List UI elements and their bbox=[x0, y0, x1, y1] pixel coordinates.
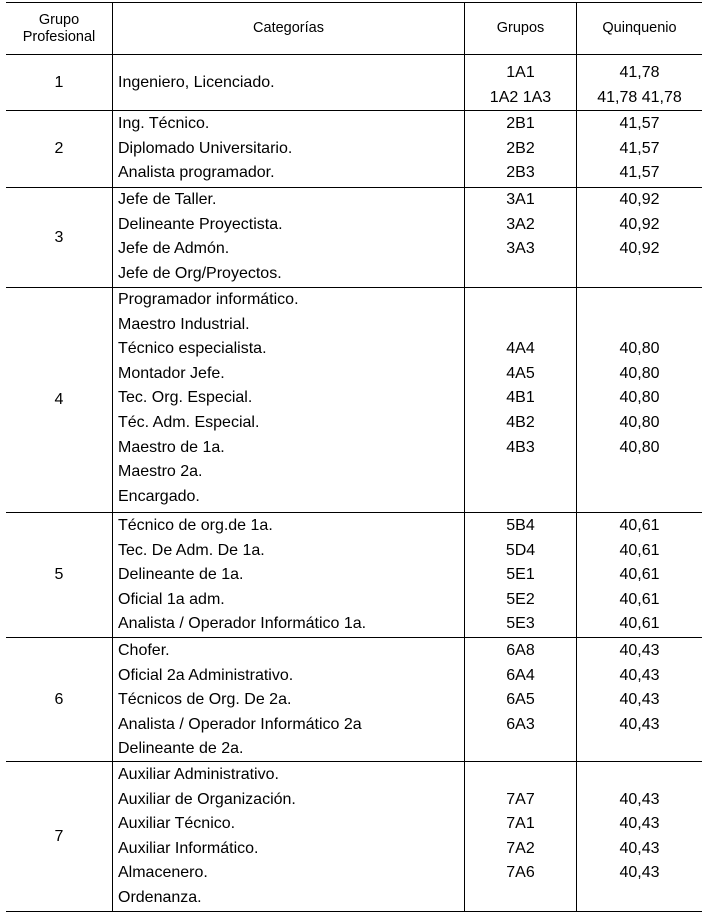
group-number: 7 bbox=[54, 827, 64, 845]
table-row bbox=[6, 688, 702, 713]
grupo-code: 1A2 1A3 bbox=[489, 88, 552, 106]
grupo-code: 4A4 bbox=[506, 340, 535, 358]
table-row bbox=[6, 460, 702, 485]
grupo-code: 6A8 bbox=[506, 642, 535, 659]
quinquenio-value: 40,43 bbox=[619, 691, 660, 709]
table-row bbox=[6, 61, 702, 86]
quinquenio-value: 40,80 bbox=[619, 389, 660, 407]
quinquenio-value: 40,61 bbox=[619, 517, 660, 534]
category-label: Delineante de 1a. bbox=[118, 566, 244, 584]
grupo-code: 5E1 bbox=[506, 566, 535, 584]
category-label: Encargado. bbox=[118, 487, 200, 505]
grupo-code: 6A3 bbox=[506, 715, 535, 733]
grupo-code: 5D4 bbox=[505, 541, 536, 559]
grupo-code: 1A1 bbox=[506, 64, 535, 81]
quinquenio-value: 40,43 bbox=[619, 864, 660, 882]
grupo-code: 6A4 bbox=[506, 666, 535, 684]
grupo-code: 7A7 bbox=[506, 790, 535, 808]
grupo-code: 5B4 bbox=[506, 517, 535, 534]
category-label: Auxiliar Técnico. bbox=[118, 815, 236, 833]
table-row bbox=[6, 161, 702, 186]
category-label: Técnico especialista. bbox=[118, 340, 267, 358]
table-row bbox=[6, 812, 702, 837]
grupo-code: 4B3 bbox=[506, 438, 535, 456]
group-row bbox=[6, 288, 702, 513]
category-label: Programador informático. bbox=[118, 291, 299, 308]
table-row bbox=[6, 112, 702, 137]
category-label: Jefe de Admón. bbox=[118, 240, 230, 258]
quinquenio-value: 40,61 bbox=[619, 615, 660, 633]
category-label: Tec. Org. Especial. bbox=[118, 389, 253, 407]
quinquenio-value: 41,57 bbox=[619, 164, 660, 182]
grupo-code: 7A6 bbox=[506, 864, 535, 882]
quinquenio-value: 40,43 bbox=[619, 839, 660, 857]
category-label: Analista / Operador Informático 1a. bbox=[118, 615, 367, 633]
table-row bbox=[6, 539, 702, 564]
grupo-code: 3A1 bbox=[506, 191, 535, 208]
grupo-code: 3A3 bbox=[506, 240, 535, 258]
category-label: Auxiliar de Organización. bbox=[118, 790, 296, 808]
category-label: Diplomado Universitario. bbox=[118, 139, 293, 157]
category-label: Delineante de 2a. bbox=[118, 740, 244, 758]
quinquenio-value: 41,78 41,78 bbox=[597, 88, 682, 106]
group-row bbox=[6, 638, 702, 762]
group-row bbox=[6, 762, 702, 912]
category-label: Analista / Operador Informático 2a bbox=[118, 715, 362, 733]
group-number: 5 bbox=[54, 566, 64, 583]
table-row bbox=[6, 886, 702, 911]
table-row bbox=[6, 514, 702, 539]
category-label: Maestro 2a. bbox=[118, 463, 203, 481]
category-label: Técnicos de Org. De 2a. bbox=[118, 691, 292, 709]
quinquenio-value: 40,92 bbox=[619, 215, 660, 233]
table-row bbox=[6, 788, 702, 813]
table-row bbox=[6, 664, 702, 689]
table-row bbox=[6, 563, 702, 588]
quinquenio-value: 40,61 bbox=[619, 566, 660, 584]
table-row bbox=[6, 737, 702, 762]
table-row bbox=[6, 86, 702, 111]
grupo-code: 5E3 bbox=[506, 615, 535, 633]
group-row bbox=[6, 513, 702, 638]
header-categorias: Categorías bbox=[253, 20, 324, 36]
category-label: Analista programador. bbox=[118, 164, 275, 182]
table-row bbox=[6, 262, 702, 287]
quinquenio-value: 40,61 bbox=[619, 541, 660, 559]
category-label: Almacenero. bbox=[118, 864, 208, 882]
category-label: Jefe de Org/Proyectos. bbox=[118, 264, 282, 282]
group-number: 2 bbox=[54, 140, 64, 157]
group-row bbox=[6, 111, 702, 188]
category-label: Maestro de 1a. bbox=[118, 438, 225, 456]
quinquenio-value: 40,80 bbox=[619, 413, 660, 431]
table-row bbox=[6, 237, 702, 262]
table-header bbox=[6, 2, 702, 55]
category-label: Auxiliar Informático. bbox=[118, 839, 259, 857]
table-row bbox=[6, 337, 702, 362]
category-label: Oficial 1a adm. bbox=[118, 590, 225, 608]
quinquenio-value: 40,92 bbox=[619, 191, 660, 208]
quinquenio-value: 41,78 bbox=[619, 64, 660, 81]
group-number: 6 bbox=[54, 690, 64, 708]
table-row bbox=[6, 588, 702, 613]
category-label: Auxiliar Administrativo. bbox=[118, 766, 279, 783]
table-row bbox=[6, 313, 702, 338]
quinquenio-value: 40,43 bbox=[619, 815, 660, 833]
quinquenio-value: 40,43 bbox=[619, 642, 660, 659]
table-row bbox=[6, 362, 702, 387]
category-label: Ing. Técnico. bbox=[118, 115, 210, 132]
table-row bbox=[6, 612, 702, 637]
table-row bbox=[6, 763, 702, 788]
table-row bbox=[6, 411, 702, 436]
quinquenio-value: 40,43 bbox=[619, 666, 660, 684]
category-label: Técnico de org.de 1a. bbox=[118, 517, 273, 534]
quinquenio-value: 40,43 bbox=[619, 790, 660, 808]
header-grupo-profesional: Grupo Profesional bbox=[22, 11, 96, 45]
header-quinquenio: Quinquenio bbox=[602, 20, 677, 36]
table-row bbox=[6, 386, 702, 411]
category-label: Maestro Industrial. bbox=[118, 315, 250, 333]
category-label: Delineante Proyectista. bbox=[118, 215, 283, 233]
category-label: Ordenanza. bbox=[118, 888, 202, 906]
table-row bbox=[6, 288, 702, 313]
quinquenio-value: 40,80 bbox=[619, 340, 660, 358]
group-row bbox=[6, 55, 702, 111]
quinquenio-value: 41,57 bbox=[619, 115, 660, 132]
quinquenio-table bbox=[6, 2, 702, 912]
table-row bbox=[6, 639, 702, 664]
quinquenio-value: 40,80 bbox=[619, 364, 660, 382]
category-label: Tec. De Adm. De 1a. bbox=[118, 541, 265, 559]
category-label: Oficial 2a Administrativo. bbox=[118, 666, 294, 684]
grupo-code: 2B3 bbox=[506, 164, 535, 182]
quinquenio-value: 40,92 bbox=[619, 240, 660, 258]
table-row bbox=[6, 837, 702, 862]
header-grupos: Grupos bbox=[496, 20, 545, 36]
quinquenio-value: 40,43 bbox=[619, 715, 660, 733]
group-number: 4 bbox=[54, 391, 64, 408]
grupo-code: 2B2 bbox=[506, 139, 535, 157]
grupo-code: 4B1 bbox=[506, 389, 535, 407]
group-row bbox=[6, 188, 702, 288]
category-label: Montador Jefe. bbox=[118, 364, 225, 382]
grupo-code: 4A5 bbox=[506, 364, 535, 382]
grupo-code: 6A5 bbox=[506, 691, 535, 709]
grupo-code: 4B2 bbox=[506, 413, 535, 431]
table-row bbox=[6, 213, 702, 238]
category-label: Chofer. bbox=[118, 642, 170, 659]
group-number: 3 bbox=[54, 228, 64, 246]
table-row bbox=[6, 485, 702, 510]
table-row bbox=[6, 188, 702, 213]
quinquenio-value: 41,57 bbox=[619, 139, 660, 157]
table-row bbox=[6, 436, 702, 461]
category-label: Jefe de Taller. bbox=[118, 191, 217, 208]
quinquenio-value: 40,80 bbox=[619, 438, 660, 456]
table-row bbox=[6, 137, 702, 162]
grupo-code: 7A1 bbox=[506, 815, 535, 833]
grupo-code: 7A2 bbox=[506, 839, 535, 857]
table-row bbox=[6, 713, 702, 738]
grupo-code: 2B1 bbox=[506, 115, 535, 132]
category-label: Ingeniero, Licenciado. bbox=[118, 73, 275, 91]
table-row bbox=[6, 861, 702, 886]
quinquenio-value: 40,61 bbox=[619, 590, 660, 608]
grupo-code: 3A2 bbox=[506, 215, 535, 233]
category-label: Téc. Adm. Especial. bbox=[118, 413, 260, 431]
grupo-code: 5E2 bbox=[506, 590, 535, 608]
group-number: 1 bbox=[54, 73, 64, 91]
